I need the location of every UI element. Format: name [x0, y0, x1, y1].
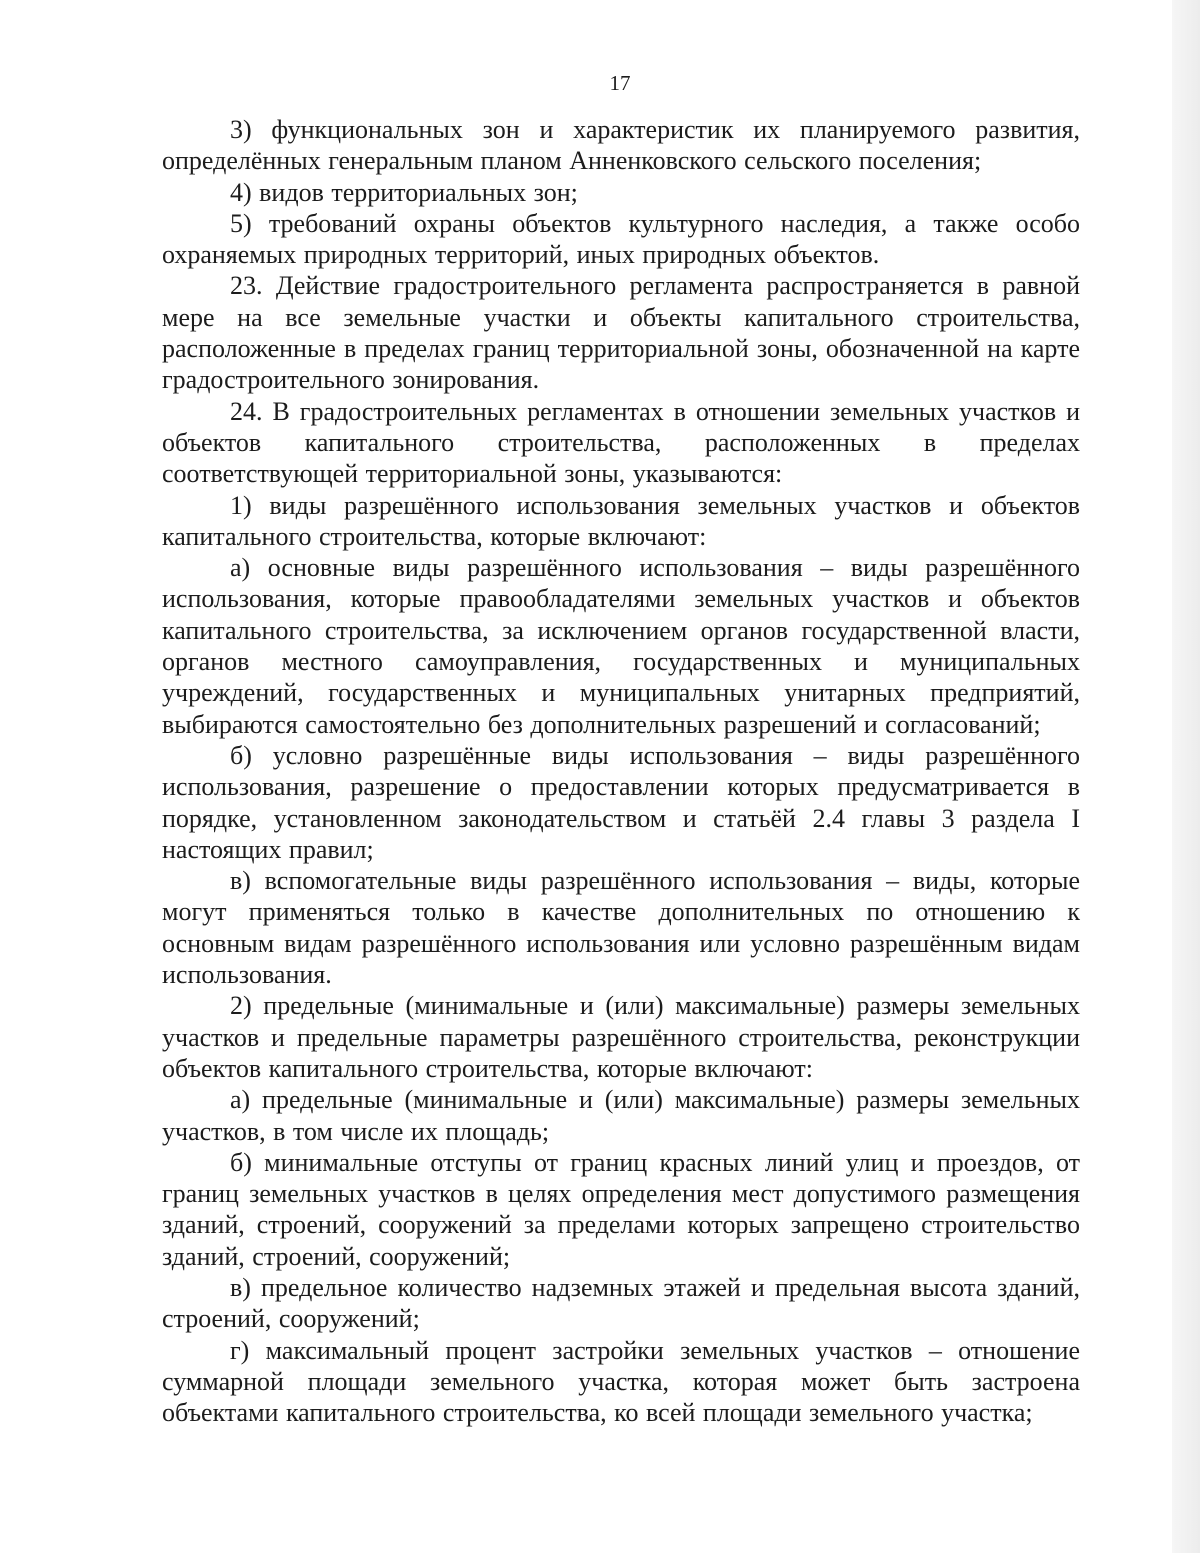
paragraph-subitem-v-floors-height: в) предельное количество надземных этажей и предельная высота зданий, строений, сооружений;	[162, 1272, 1080, 1334]
paragraph-subitem-b-conditional-uses: б) условно разрешённые виды использования – виды разрешённого использования, разрешение о предоставлении которых предусматривается в порядке, установленном законодательством и статьёй 2.4 главы 3 раздела I настоящих правил;	[162, 740, 1080, 864]
paragraph-subitem-v-auxiliary-uses: в) вспомогательные виды разрешённого использования – виды, которые могут применяться только в качестве дополнительных по отношению к основным видам разрешённого использования или условно разрешённым видам использования.	[162, 866, 1080, 990]
paragraph-item-5-heritage-protection: 5) требований охраны объектов культурного наследия, а также особо охраняемых природных территорий, иных природных объектов.	[162, 208, 1080, 270]
paragraph-subitem-b-setbacks: б) минимальные отступы от границ красных линий улиц и проездов, от границ земельных участков в целях определения мест допустимого размещения зданий, строений, сооружений за пределами которых запрещено строительство зданий, строений, сооружений;	[162, 1147, 1080, 1271]
paragraph-subitem-g-coverage-percent: г) максимальный процент застройки земельных участков – отношение суммарной площади земельного участка, которая может быть застроена объектами капитального строительства, ко всей площади земельного участка;	[162, 1335, 1080, 1428]
page-number: 17	[609, 71, 631, 95]
paragraph-clause-24: 24. В градостроительных регламентах в отношении земельных участков и объектов капитального строительства, расположенных в пределах соответствующей территориальной зоны, указываются:	[162, 396, 1080, 489]
paragraph-subitem-a-plot-sizes: а) предельные (минимальные и (или) максимальные) размеры земельных участков, в том числе их площадь;	[162, 1085, 1080, 1146]
paragraph-item-2-limit-parameters: 2) предельные (минимальные и (или) максимальные) размеры земельных участков и предельные параметры разрешённого строительства, реконструкции объектов капитального строительства, которые включают:	[162, 991, 1080, 1083]
paragraph-item-1-permitted-uses: 1) виды разрешённого использования земельных участков и объектов капитального строительства, которые включают:	[162, 490, 1080, 551]
paragraph-subitem-a-main-uses: а) основные виды разрешённого использования – виды разрешённого использования, которые правообладателями земельных участков и объектов капитального строительства, за исключением органов государственной власти, органов местного самоуправления, государственных и муниципальных учреждений, государственных и муниципальных унитарных предприятий, выбираются самостоятельно без дополнительных разрешений и согласований;	[162, 553, 1080, 739]
paragraph-clause-23: 23. Действие градостроительного регламента распространяется в равной мере на все земельные участки и объекты капитального строительства, расположенные в пределах границ территориальной зоны, обозначенной на карте градостроительного зонирования.	[162, 271, 1080, 395]
paragraph-item-3-functional-zones: 3) функциональных зон и характеристик их планируемого развития, определённых генеральным планом Анненковского сельского поселения;	[162, 115, 1080, 176]
document-body	[162, 114, 1080, 1428]
scan-edge-shadow	[1172, 0, 1200, 1553]
paragraph-item-4-zone-types: 4) видов территориальных зон;	[230, 177, 578, 207]
